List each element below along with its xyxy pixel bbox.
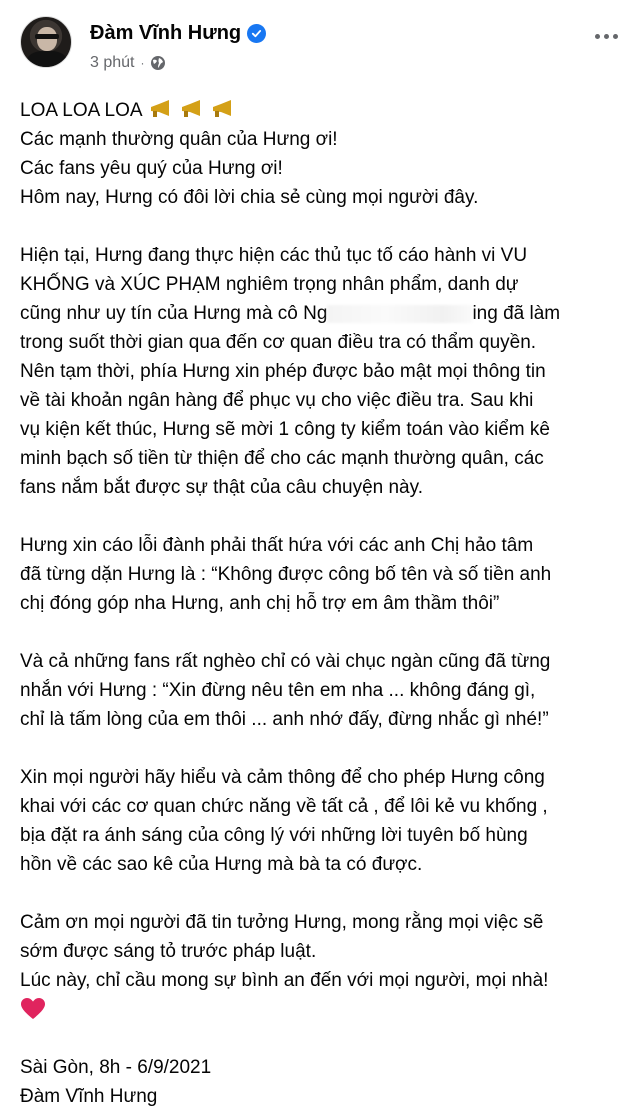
post-line: Sài Gòn, 8h - 6/9/2021 (20, 1057, 212, 1078)
post-text: cũng như uy tín của Hưng mà cô Ng (20, 303, 328, 324)
post-line: Các mạnh thường quân của Hưng ơi! (20, 129, 338, 150)
post-line: Hưng xin cáo lỗi đành phải thất hứa với các anh Chị hảo tâm (20, 535, 534, 556)
post-line: Các fans yêu quý của Hưng ơi! (20, 158, 283, 179)
avatar-figure (27, 51, 67, 68)
post-line: Cảm ơn mọi người đã tin tưởng Hưng, mong rằng mọi việc sẽ (20, 912, 544, 933)
post-body (20, 96, 632, 1111)
more-dot (613, 34, 618, 39)
megaphone-icon (180, 100, 204, 118)
post-line: Lúc này, chỉ cầu mong sự bình an đến với mọi người, mọi nhà! (20, 970, 549, 991)
post-line: chỉ là tấm lòng của em thôi ... anh nhớ đấy, đừng nhắc gì nhé!” (20, 709, 549, 730)
post-line: Đàm Vĩnh Hưng (20, 1086, 158, 1107)
megaphone-icon (149, 100, 173, 118)
post-line: sớm được sáng tỏ trước pháp luật. (20, 941, 317, 962)
paragraph-gap (20, 618, 632, 647)
post-line: Hôm nay, Hưng có đôi lời chia sẻ cùng mọi người đây. (20, 187, 479, 208)
author-name[interactable]: Đàm Vĩnh Hưng (90, 22, 242, 44)
redacted-name (327, 305, 472, 323)
heart-line (20, 995, 632, 1024)
post-line: Và cả những fans rất nghèo chỉ có vài chục ngàn cũng đã từng (20, 651, 551, 672)
post-line: vụ kiện kết thúc, Hưng sẽ mời 1 công ty kiểm toán vào kiểm kê (20, 419, 550, 440)
megaphone-icon (211, 100, 235, 118)
post-line: fans nắm bắt được sự thật của câu chuyện này. (20, 477, 423, 498)
post-line: bịa đặt ra ánh sáng của công lý với những lời tuyên bố hùng (20, 825, 528, 846)
more-dot (604, 34, 609, 39)
post-meta (90, 54, 166, 72)
post-line: Nên tạm thời, phía Hưng xin phép được bảo mật mọi thông tin (20, 361, 546, 382)
paragraph-gap (20, 502, 632, 531)
paragraph-gap (20, 1024, 632, 1053)
meta-separator: · (140, 56, 145, 70)
post-line: Xin mọi người hãy hiểu và cảm thông để cho phép Hưng công (20, 767, 545, 788)
post-timestamp[interactable]: 3 phút (90, 54, 135, 71)
post-text: LOA LOA LOA (20, 100, 142, 121)
author-row (90, 22, 266, 45)
post-line: nhắn với Hưng : “Xin đừng nêu tên em nha ... không đáng gì, (20, 680, 536, 701)
paragraph-gap (20, 212, 632, 241)
more-dot (595, 34, 600, 39)
post-line: trong suốt thời gian qua đến cơ quan điều tra có thẩm quyền. (20, 332, 537, 353)
paragraph-gap (20, 879, 632, 908)
post-line: khai với các cơ quan chức năng về tất cả , để lôi kẻ vu khống , (20, 796, 548, 817)
avatar-face (37, 27, 57, 51)
post-line: hồn về các sao kê của Hưng mà bà ta có được. (20, 854, 423, 875)
more-options-button[interactable] (588, 24, 624, 48)
paragraph-gap (20, 734, 632, 763)
post-line (20, 96, 632, 125)
post-line (20, 299, 632, 328)
globe-icon[interactable] (150, 55, 166, 71)
post-line: Hiện tại, Hưng đang thực hiện các thủ tục tố cáo hành vi VU (20, 245, 528, 266)
post-line: đã từng dặn Hưng là : “Không được công bố tên và số tiền anh (20, 564, 552, 585)
post-line: KHỐNG và XÚC PHẠM nghiêm trọng nhân phẩm, danh dự (20, 274, 519, 295)
post-line: về tài khoản ngân hàng để phục vụ cho việc điều tra. Sau khi (20, 390, 534, 411)
post-text: ing đã làm (472, 303, 561, 324)
post-line: minh bạch số tiền từ thiện để cho các mạnh thường quân, các (20, 448, 544, 469)
red-heart-icon (20, 997, 46, 1021)
verified-badge-icon (247, 24, 266, 43)
author-avatar[interactable] (20, 16, 72, 68)
avatar-glasses (35, 34, 59, 39)
post-line: chị đóng góp nha Hưng, anh chị hỗ trợ em âm thầm thôi” (20, 593, 500, 614)
post-header (20, 14, 624, 78)
